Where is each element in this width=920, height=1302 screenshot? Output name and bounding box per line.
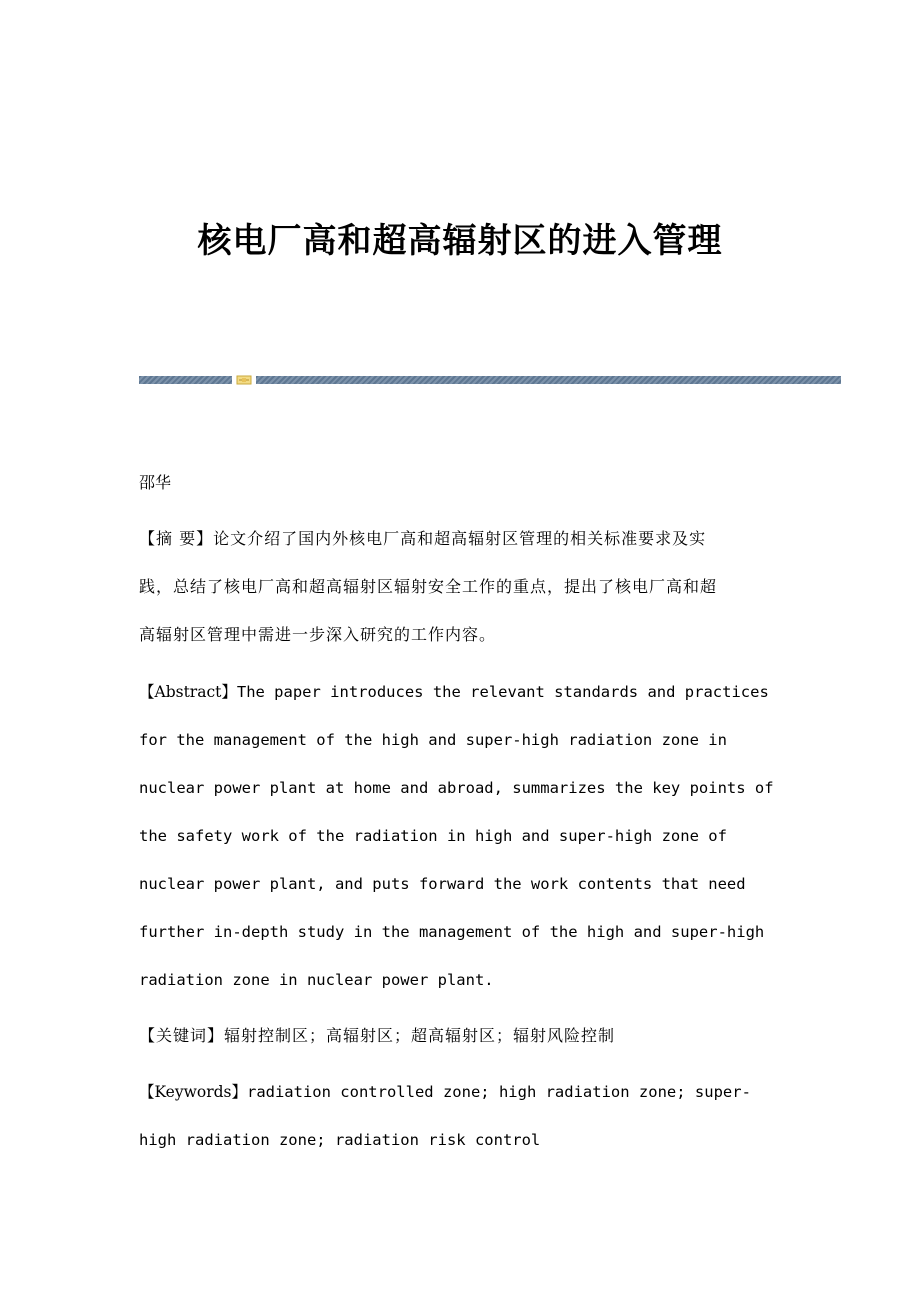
- divider-bar-left: [139, 376, 232, 384]
- abstract-en-label: 【Abstract】: [139, 683, 237, 701]
- abstract-en-line-4: the safety work of the radiation in high and super-high zone of: [139, 827, 727, 845]
- abstract-en-line-3: nuclear power plant at home and abroad, summarizes the key points of: [139, 779, 774, 797]
- divider-ornament-icon: [236, 374, 252, 386]
- divider-bar-right: [256, 376, 841, 384]
- keywords-en-line-2: high radiation zone; radiation risk control: [139, 1131, 541, 1149]
- abstract-en-line-1: 【Abstract】The paper introduces the relevant standards and practices: [139, 683, 769, 701]
- author-name: 邵华: [139, 473, 172, 492]
- abstract-en: [139, 668, 799, 1004]
- keywords-en-label: 【Keywords】: [139, 1083, 247, 1101]
- abstract-en-line-5: nuclear power plant, and puts forward the work contents that need: [139, 875, 746, 893]
- keywords-cn: [139, 1012, 799, 1060]
- abstract-cn-label: 【摘 要】: [139, 529, 214, 548]
- keywords-en-line-1: 【Keywords】radiation controlled zone; high radiation zone; super-: [139, 1083, 751, 1101]
- abstract-cn-line-2: 践，总结了核电厂高和超高辐射区辐射安全工作的重点，提出了核电厂高和超: [139, 577, 718, 596]
- abstract-en-line-6: further in-depth study in the management of the high and super-high: [139, 923, 765, 941]
- abstract-cn: [139, 515, 799, 659]
- abstract-en-line-2: for the management of the high and super-high radiation zone in: [139, 731, 727, 749]
- keywords-cn-label: 【关键词】: [139, 1026, 225, 1045]
- paper-title: 核电厂高和超高辐射区的进入管理: [197, 221, 723, 261]
- keywords-en: [139, 1068, 799, 1164]
- keywords-cn-text: 辐射控制区；高辐射区；超高辐射区；辐射风险控制: [224, 1026, 616, 1045]
- abstract-en-line-7: radiation zone in nuclear power plant.: [139, 971, 494, 989]
- title-divider: [139, 374, 841, 386]
- abstract-cn-line-3: 高辐射区管理中需进一步深入研究的工作内容。: [139, 625, 497, 644]
- abstract-cn-line-1: 【摘 要】论文介绍了国内外核电厂高和超高辐射区管理的相关标准要求及实: [139, 529, 707, 548]
